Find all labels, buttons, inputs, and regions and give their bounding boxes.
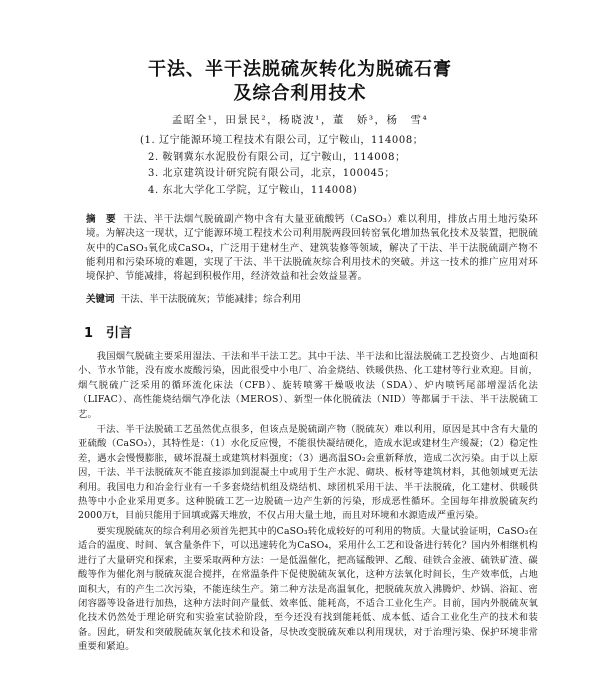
paper-title-line2: 及综合利用技术 bbox=[233, 83, 367, 104]
paragraph-3: 要实现脱硫灰的综合利用必须首先把其中的CaSO₃转化成较好的可利用的物质。大量试验证明，CaSO₃在适合的温度、时间、氧含量条件下，可以迅速转化为CaSO₄，采用什么工艺和设备进行转化？国内外相继机构进行了大量研究和探索，主要采取两种方法：一是低温催化，把高锰酸钾、乙酸、硅铁合金液、硫铁矿渣、碳酸等作为催化剂与脱硫灰混合搅拌，在常温条件下促使脱硫灰氧化，这种方法氧化时间长，生产效率低，占地面积大，有的产生二次污染，不能连续生产。第二种方法是高温氧化，把脱硫灰放入沸腾炉、炒锅、浴缸、密闭容器等设备进行加热，这种方法时间产量低、效率低、能耗高，不适合工业化生产。目前，国内外脱硫灰氧化技术仍然处于理论研究和实验室试验阶段，至今还没有找到能耗低、成本低、适合工业化生产的技术和装备。因此，研发和突破脱硫灰氧化技术和设备，尽快改变脱硫灰难以利用现状，对于治理污染、保护环境非常重要和紧迫。 bbox=[78, 525, 538, 653]
affiliation-1: (1. 辽宁能源环境工程技术有限公司，辽宁鞍山，114008； bbox=[140, 135, 424, 146]
author-list: 孟昭全¹，田景民²，杨晓波¹，董 娇³，杨 雪⁴ bbox=[171, 114, 429, 126]
affiliation-3: 3. 北京建筑设计研究院有限公司，北京，100045； bbox=[148, 168, 396, 179]
paragraph-1: 我国烟气脱硫主要采用湿法、干法和半干法工艺。其中干法、半干法和比湿法脱硫工艺投资少、占地面积小、节水节能，没有废水废酸污染，因此很受中小电厂、冶金烧结、铁暖供热、化工建材等行业欢迎。目前，烟气脱硫广泛采用的循环流化床法（CFB）、旋转喷雾干燥吸收法（SDA）、炉内喷钙尾部增湿活化法（LIFAC）、高性能烧结烟气净化法（MEROS）、新型一体化脱硫法（NID）等都属于干法、半干法脱硫工艺。 bbox=[78, 351, 538, 420]
keywords-label: 关键词 bbox=[86, 294, 115, 305]
abstract bbox=[86, 213, 538, 284]
abstract-label: 摘 要 bbox=[86, 214, 117, 225]
affiliation-2: 2. 鞍钢冀东水泥股份有限公司，辽宁鞍山，114008； bbox=[148, 151, 406, 163]
affiliation-list bbox=[140, 133, 500, 199]
abstract-text: 干法、半干法烟气脱硫副产物中含有大量亚硫酸钙（CaSO₃）难以利用，排放占用土地污染环境。为解决这一现状，辽宁能源环境工程技术公司利用脱两段回转窑氧化增加热氧化技术及装置，把脱硫灰中的CaSO₃氧化成CaSO₄，广泛用于建材生产、建筑装修等领域，解决了干法、半干法脱硫副产物不能利用和污染环境的难题，实现了干法、半干法脱硫灰综合利用技术的突破。并这一技术的推广应用对环境保护、节能减排，将起到积极作用，经济效益和社会效益显著。 bbox=[86, 214, 538, 283]
keywords bbox=[86, 293, 538, 307]
keywords-text: 干法、半干法脱硫灰；节能减排；综合利用 bbox=[120, 294, 302, 305]
section-heading: 1 引言 bbox=[84, 326, 133, 341]
affiliation-4: 4. 东北大学化工学院，辽宁鞍山，114008) bbox=[148, 184, 358, 196]
body-text bbox=[78, 350, 538, 655]
paper-title-line1: 干法、半干法脱硫灰转化为脱硫石膏 bbox=[148, 59, 452, 80]
paragraph-2: 干法、半干法脱硫工艺虽然优点很多，但该点是脱硫副产物（脱硫灰）难以利用，原因是其中含有大量的亚硫酸（CaSO₃），其特性是：（1）水化反应慢，不能很快凝结硬化，造成水泥或建材生产缓凝；（2）稳定性差，遇水会慢慢膨胀，破坏混凝土或建筑材料强度；（3）遇高温SO₂会重新释放，造成二次污染。由于以上原因，干法、半干法脱硫灰不能直接添加到混凝土中或用于生产水泥、砌块、板材等建筑材料，其他领域更无法利用。我国电力和冶金行业有一千多套烧结机组及烧结机、球团机采用干法、半干法脱硫，化工建材、供暖供热等中小企业采用更多。这种脱硫工艺一边脱硫一边产生新的污染，形成恶性循环。全国每年排放脱硫灰约2000万t，目前只能用于回填或露天堆放，不仅占用大量土地，而且对环境和水源造成严重污染。 bbox=[78, 424, 538, 522]
